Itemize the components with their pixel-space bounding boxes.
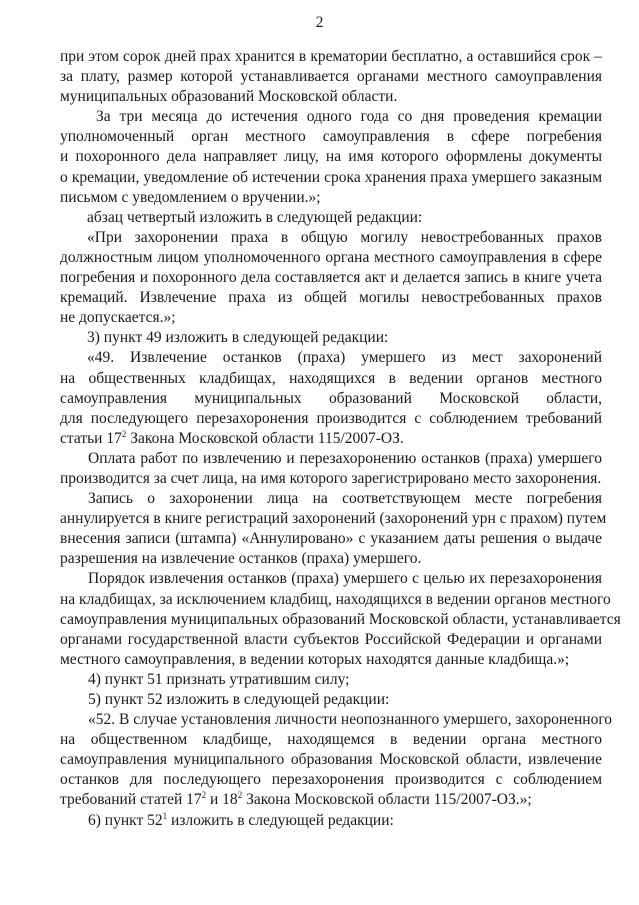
text-line: уполномоченный орган местного самоуправления в сфере погребения [60,128,602,146]
text-line: для последующего перезахоронения производится с соблюдением требований [60,409,602,427]
superscript: 2 [237,790,243,801]
text-line: письмом с уведомлением о вручении.»; [60,188,321,206]
text-line: 5) пункт 52 изложить в следующей редакции: [88,691,390,708]
text-line: разрешения на извлечение останков (праха) умершего. [60,550,422,568]
text-line: статьи $17^2$ Закона Московской области 115/2007-ОЗ. [60,428,404,447]
text-line: о кремации, уведомление об истечении срока хранения праха умершего заказным [60,168,602,186]
text-line: не допускается.»; [60,309,176,327]
document-body [60,47,621,831]
text-line: на общественных кладбищах, находящихся в ведении органов местного [60,369,602,387]
text-line: останков для последующего перезахоронения производится с соблюдением [60,771,602,789]
text-line: Запись о захоронении лица на соответствующем месте погребения [88,490,602,508]
text-line: Оплата работ по извлечению и перезахоронению останков (праха) умершего [88,449,602,467]
text-line: при этом сорок дней прах хранится в крематории бесплатно, а оставшийся срок – [60,48,602,65]
text-line: «При захоронении праха в общую могилу невостребованных прахов [87,228,602,246]
text-line: Порядок извлечения останков (праха) умершего с целью их перезахоронения [88,570,602,588]
text-line: должностным лицом уполномоченного органа местного самоуправления в сфере [60,248,602,266]
text-line: требований статей $17^2$ и $18^2$ Закона Московской области 115/2007-ОЗ.»; [60,790,532,809]
text-line: и похоронного дела направляет лицу, на имя которого оформлены документы [60,148,602,166]
text-line: органами государственной власти субъектов Российской Федерации и органами [60,630,602,648]
text-line: кремаций. Извлечение праха из общей могилы невостребованных прахов [60,289,602,307]
text-line: «49. Извлечение останков (праха) умершего из мест захоронений [87,349,602,367]
text-line: на кладбищах, за исключением кладбищ, находящихся в ведении органов местного [60,590,611,608]
text-line: внесения записи (штампа) «Аннулировано» с указанием даты решения о выдаче [60,530,602,548]
text-line: местного самоуправления, в ведении которых находятся данные кладбища.»; [60,650,570,668]
text-line: абзац четвертый изложить в следующей редакции: [87,208,423,226]
page-number: 2 [315,14,324,31]
superscript: 2 [121,428,127,439]
text-line: на общественном кладбище, находящемся в ведении органа местного [60,731,602,749]
text-line: 3) пункт 49 изложить в следующей редакции: [87,329,389,347]
superscript: 2 [201,790,207,801]
text-line: самоуправления муниципальных образований Московской области, устанавливается [60,610,621,628]
text-line: муниципальных образований Московской области. [60,88,398,106]
text-line: погребения и похоронного дела составляется акт и делается запись в книге учета [60,269,602,287]
text-line: самоуправления муниципальных образований Московской области, [60,389,602,407]
text-line: производится за счет лица, на имя которого зарегистрировано место захоронения. [60,469,602,487]
superscript: 1 [162,810,168,821]
text-line: За три месяца до истечения одного года со дня проведения кремации [96,108,602,126]
text-line: аннулируется в книге регистраций захоронений (захоронений урн с прахом) путем [60,510,607,528]
text-line: «52. В случае установления личности неопознанного умершего, захороненного [88,711,613,729]
text-line: самоуправления муниципального образования Московской области, извлечение [60,751,602,769]
text-line: 4) пункт 51 признать утратившим силу; [88,670,350,688]
text-line: 6) пункт $52^1$ изложить в следующей редакции: [88,810,394,829]
text-line: за плату, размер которой устанавливается органами местного самоуправления [60,68,602,86]
